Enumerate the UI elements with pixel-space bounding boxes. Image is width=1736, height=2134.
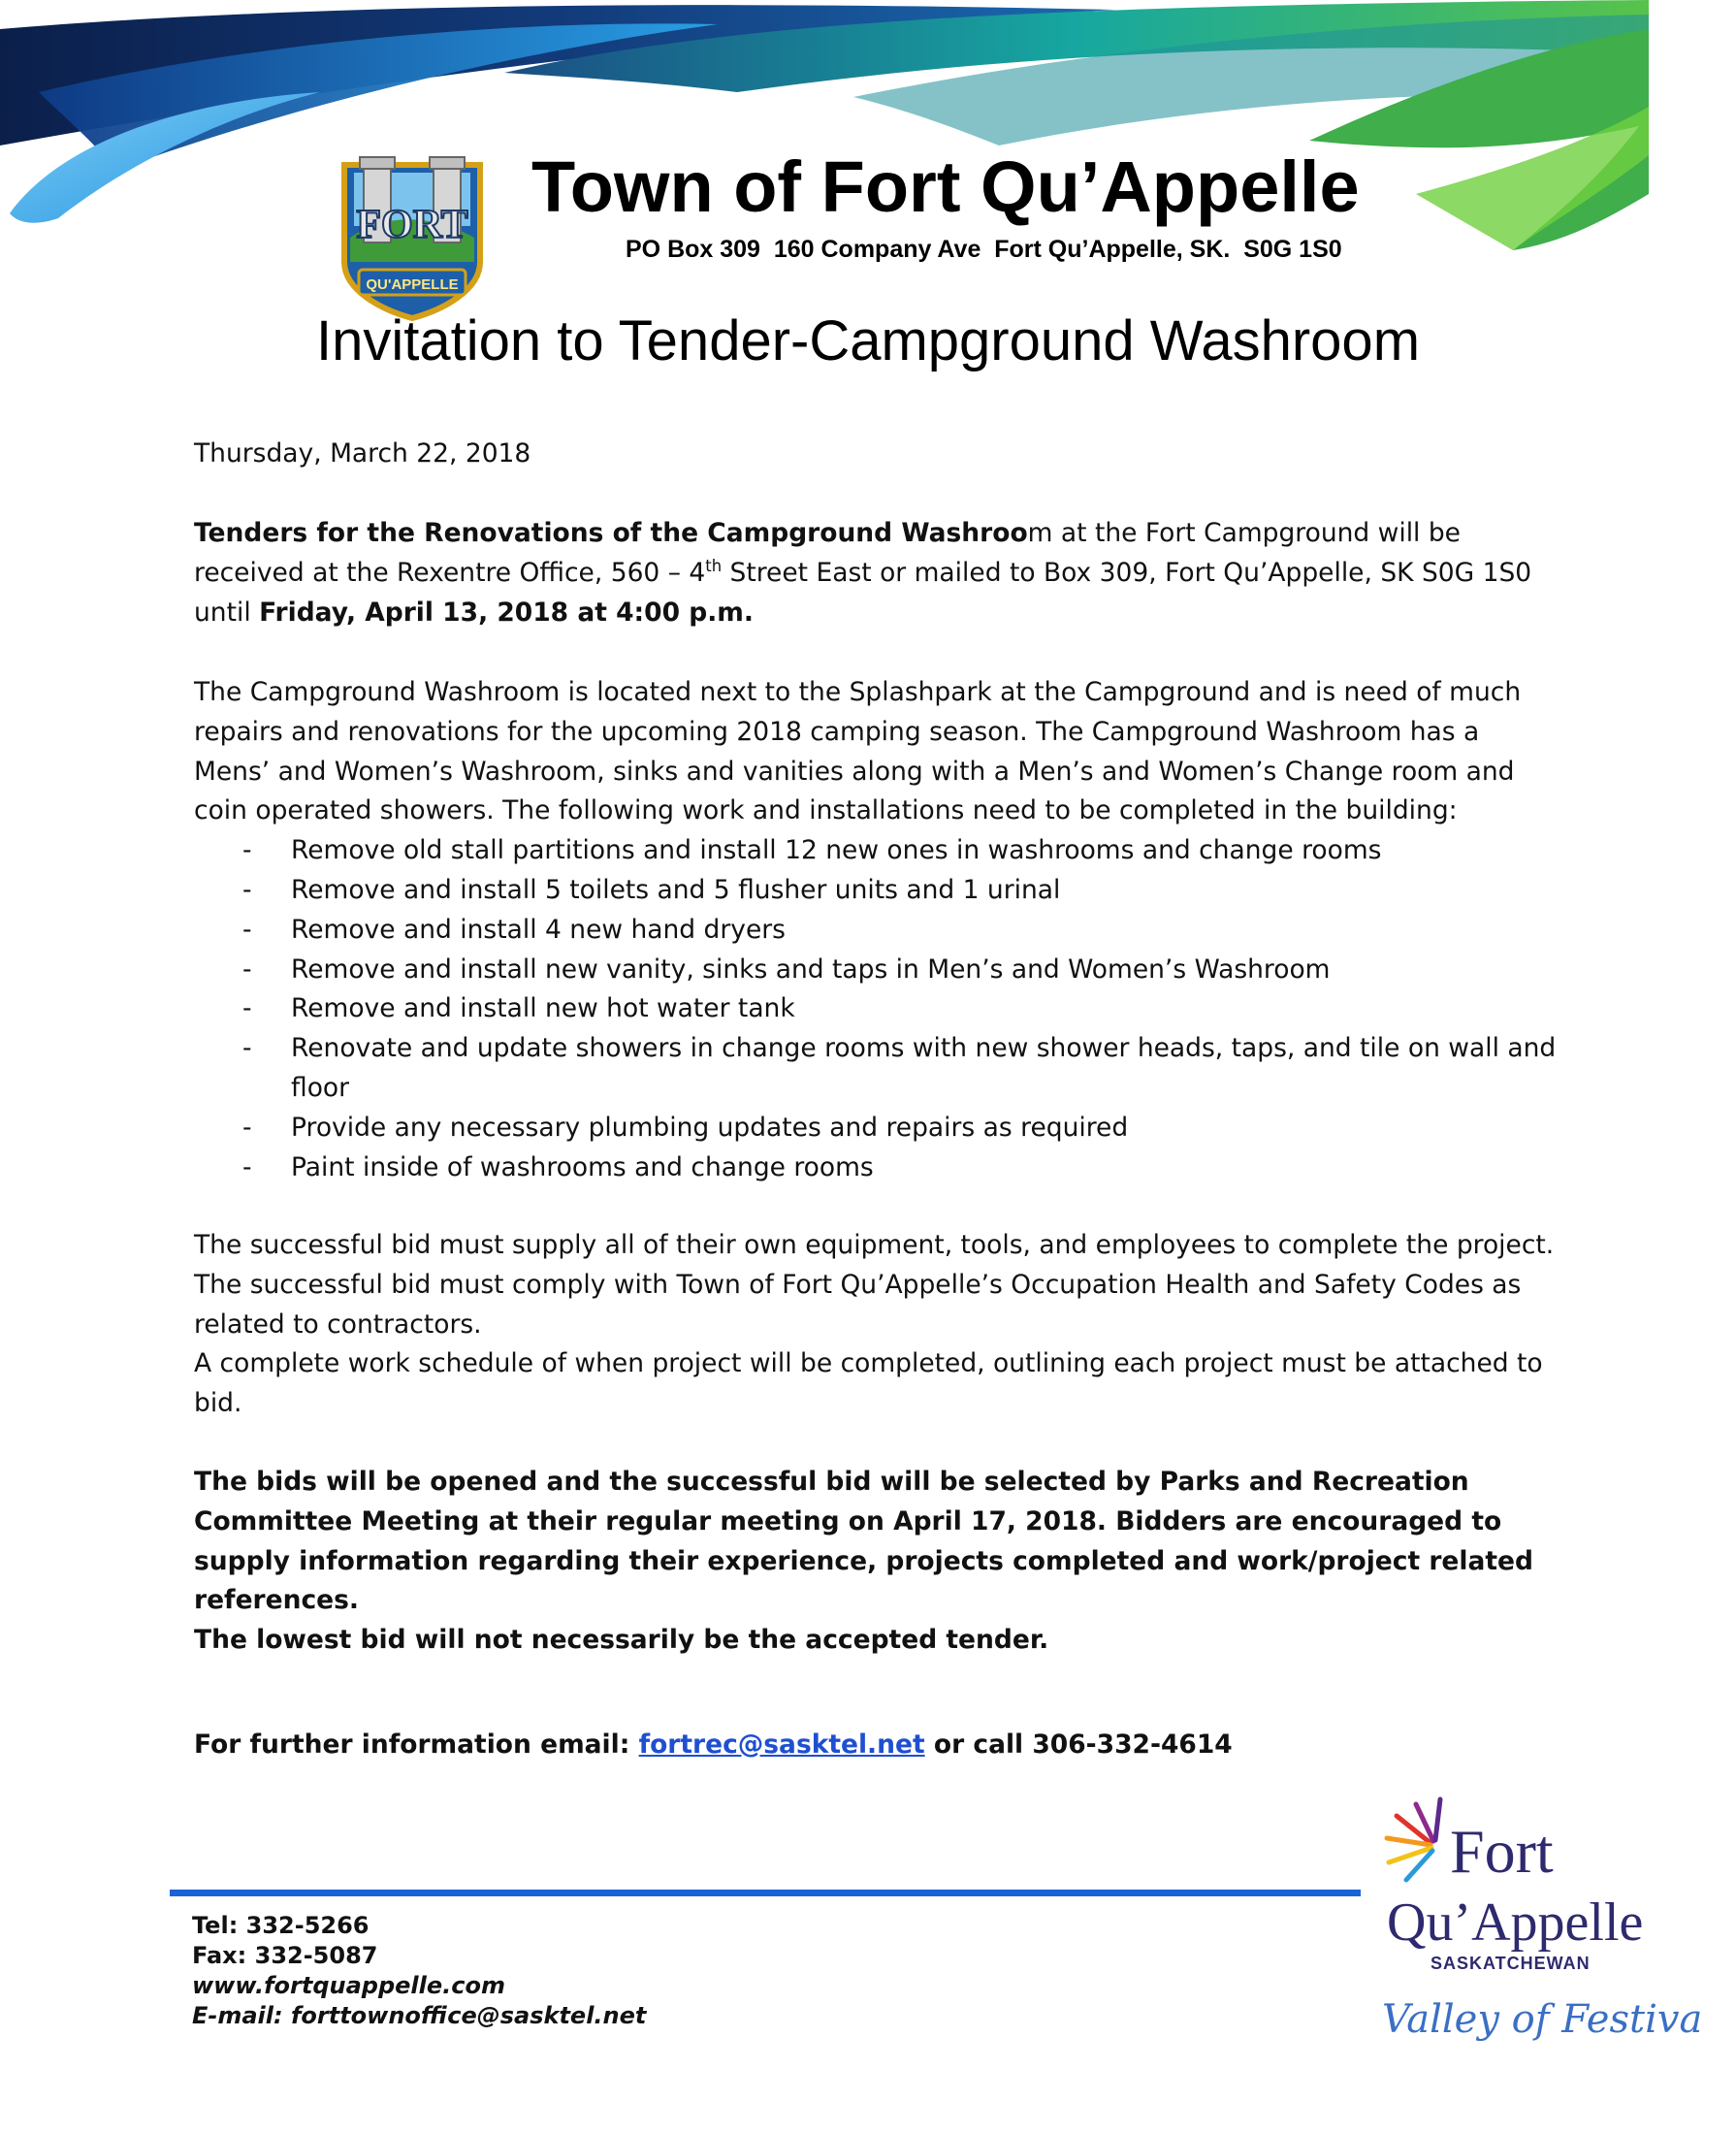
firework-burst-icon bbox=[1387, 1799, 1440, 1880]
bids-opening-paragraph: The bids will be opened and the successful bid will be selected by Parks and Recreation Committee Meeting at their regular meeting on April 17, 2018. Bidders are encouraged to supply information regarding their experience, projects completed and work/project related references. bbox=[194, 1467, 1533, 1616]
list-item-text: Remove and install new vanity, sinks and taps in Men’s and Women’s Washroom bbox=[291, 954, 1331, 985]
list-item-text: Renovate and update showers in change rooms with new shower heads, taps, and tile on wall and floor bbox=[291, 1033, 1557, 1103]
list-item bbox=[194, 911, 1561, 951]
contact-email-link[interactable]: fortrec@sasktel.net bbox=[638, 1730, 925, 1760]
footer-email[interactable]: E-mail: forttownoffice@sasktel.net bbox=[192, 2002, 647, 2029]
list-item-text: Remove old stall partitions and install 12 new ones in washrooms and change rooms bbox=[291, 835, 1382, 866]
town-crest-logo bbox=[325, 146, 499, 320]
list-item bbox=[194, 989, 1561, 1029]
logo-quappelle-text: Qu’Appelle bbox=[1387, 1892, 1644, 1953]
bullet-dash: - bbox=[242, 874, 252, 905]
contact-prefix: For further information email: bbox=[194, 1730, 639, 1760]
fort-quappelle-festival-logo bbox=[1377, 1794, 1703, 2115]
list-item-text: Paint inside of washrooms and change rooms bbox=[291, 1151, 874, 1182]
description-paragraph: The Campground Washroom is located next to the Splashpark at the Campground and is need of much repairs and renovations for the upcoming 2018 camping season. The Campground Washroom has a Mens’ and Women’s Washroom, sinks and vanities along with a Men’s and Women’s Change room and coin operated showers. The following work and installations need to be completed in the building: bbox=[194, 677, 1522, 826]
page-title: Town of Fort Qu’Appelle bbox=[531, 146, 1360, 227]
crest-text-bottom: QU'APPELLE bbox=[366, 276, 459, 293]
list-item-text: Remove and install 4 new hand dryers bbox=[291, 914, 786, 945]
bullet-dash: - bbox=[242, 954, 252, 985]
description-section bbox=[194, 673, 1561, 1187]
list-item bbox=[194, 1109, 1561, 1148]
footer-contact-block bbox=[192, 1911, 646, 2031]
logo-fort-text: Fort bbox=[1450, 1817, 1554, 1886]
lowest-bid-notice: The lowest bid will not necessarily be the accepted tender. bbox=[194, 1625, 1049, 1655]
list-item-text: Remove and install new hot water tank bbox=[291, 993, 795, 1024]
requirements-section bbox=[194, 1226, 1561, 1424]
list-item-text: Provide any necessary plumbing updates and repairs as required bbox=[291, 1112, 1129, 1143]
footer-fax: Fax: 332-5087 bbox=[192, 1942, 378, 1969]
footer-website[interactable]: www.fortquappelle.com bbox=[192, 1972, 506, 1999]
bullet-dash: - bbox=[242, 835, 252, 866]
tender-paragraph bbox=[194, 514, 1561, 632]
tender-lead: Tenders for the Renovations of the Campground Washroo bbox=[194, 518, 1028, 548]
contact-suffix: or call 306-332-4614 bbox=[924, 1730, 1233, 1760]
bullet-dash: - bbox=[242, 1033, 252, 1064]
footer-tel: Tel: 332-5266 bbox=[192, 1912, 370, 1939]
contact-line bbox=[194, 1726, 1561, 1765]
list-item bbox=[194, 831, 1561, 871]
address-line: PO Box 309 160 Company Ave Fort Qu’Appelle, SK. S0G 1S0 bbox=[626, 236, 1342, 263]
tender-text-a: m at the Fort Campground will be received at the Rexentre Office, 560 – 4 bbox=[194, 518, 1461, 588]
tender-deadline: Friday, April 13, 2018 at 4:00 p.m. bbox=[259, 597, 754, 628]
bullet-dash: - bbox=[242, 993, 252, 1024]
logo-tagline-text: Valley of Festiva bbox=[1382, 1997, 1703, 2042]
crest-text-top: FORT bbox=[356, 203, 468, 247]
list-item bbox=[194, 1029, 1561, 1109]
document-date: Thursday, March 22, 2018 bbox=[194, 438, 531, 469]
logo-province-text: SASKATCHEWAN bbox=[1431, 1954, 1591, 1973]
requirements-paragraph: The successful bid must supply all of their own equipment, tools, and employees to complete the project. The successful bid must comply with Town of Fort Qu’Appelle’s Occupation Health and Safety Codes as related to contractors. bbox=[194, 1230, 1555, 1340]
tender-text-b: Street East or mailed to Box 309, Fort Qu’Appelle, SK S0G 1S0 until bbox=[194, 557, 1532, 628]
schedule-paragraph: A complete work schedule of when project will be completed, outlining each project must be attached to bid. bbox=[194, 1348, 1543, 1419]
list-item bbox=[194, 871, 1561, 911]
tender-superscript: th bbox=[705, 556, 723, 575]
bullet-dash: - bbox=[242, 1151, 252, 1182]
bullet-dash: - bbox=[242, 1112, 252, 1143]
list-item bbox=[194, 951, 1561, 990]
list-item bbox=[194, 1148, 1561, 1188]
footer-divider bbox=[170, 1890, 1361, 1896]
list-item-text: Remove and install 5 toilets and 5 flusher units and 1 urinal bbox=[291, 874, 1061, 905]
bullet-dash: - bbox=[242, 914, 252, 945]
document-heading: Invitation to Tender-Campground Washroom bbox=[315, 309, 1421, 372]
work-items-list bbox=[194, 831, 1561, 1187]
